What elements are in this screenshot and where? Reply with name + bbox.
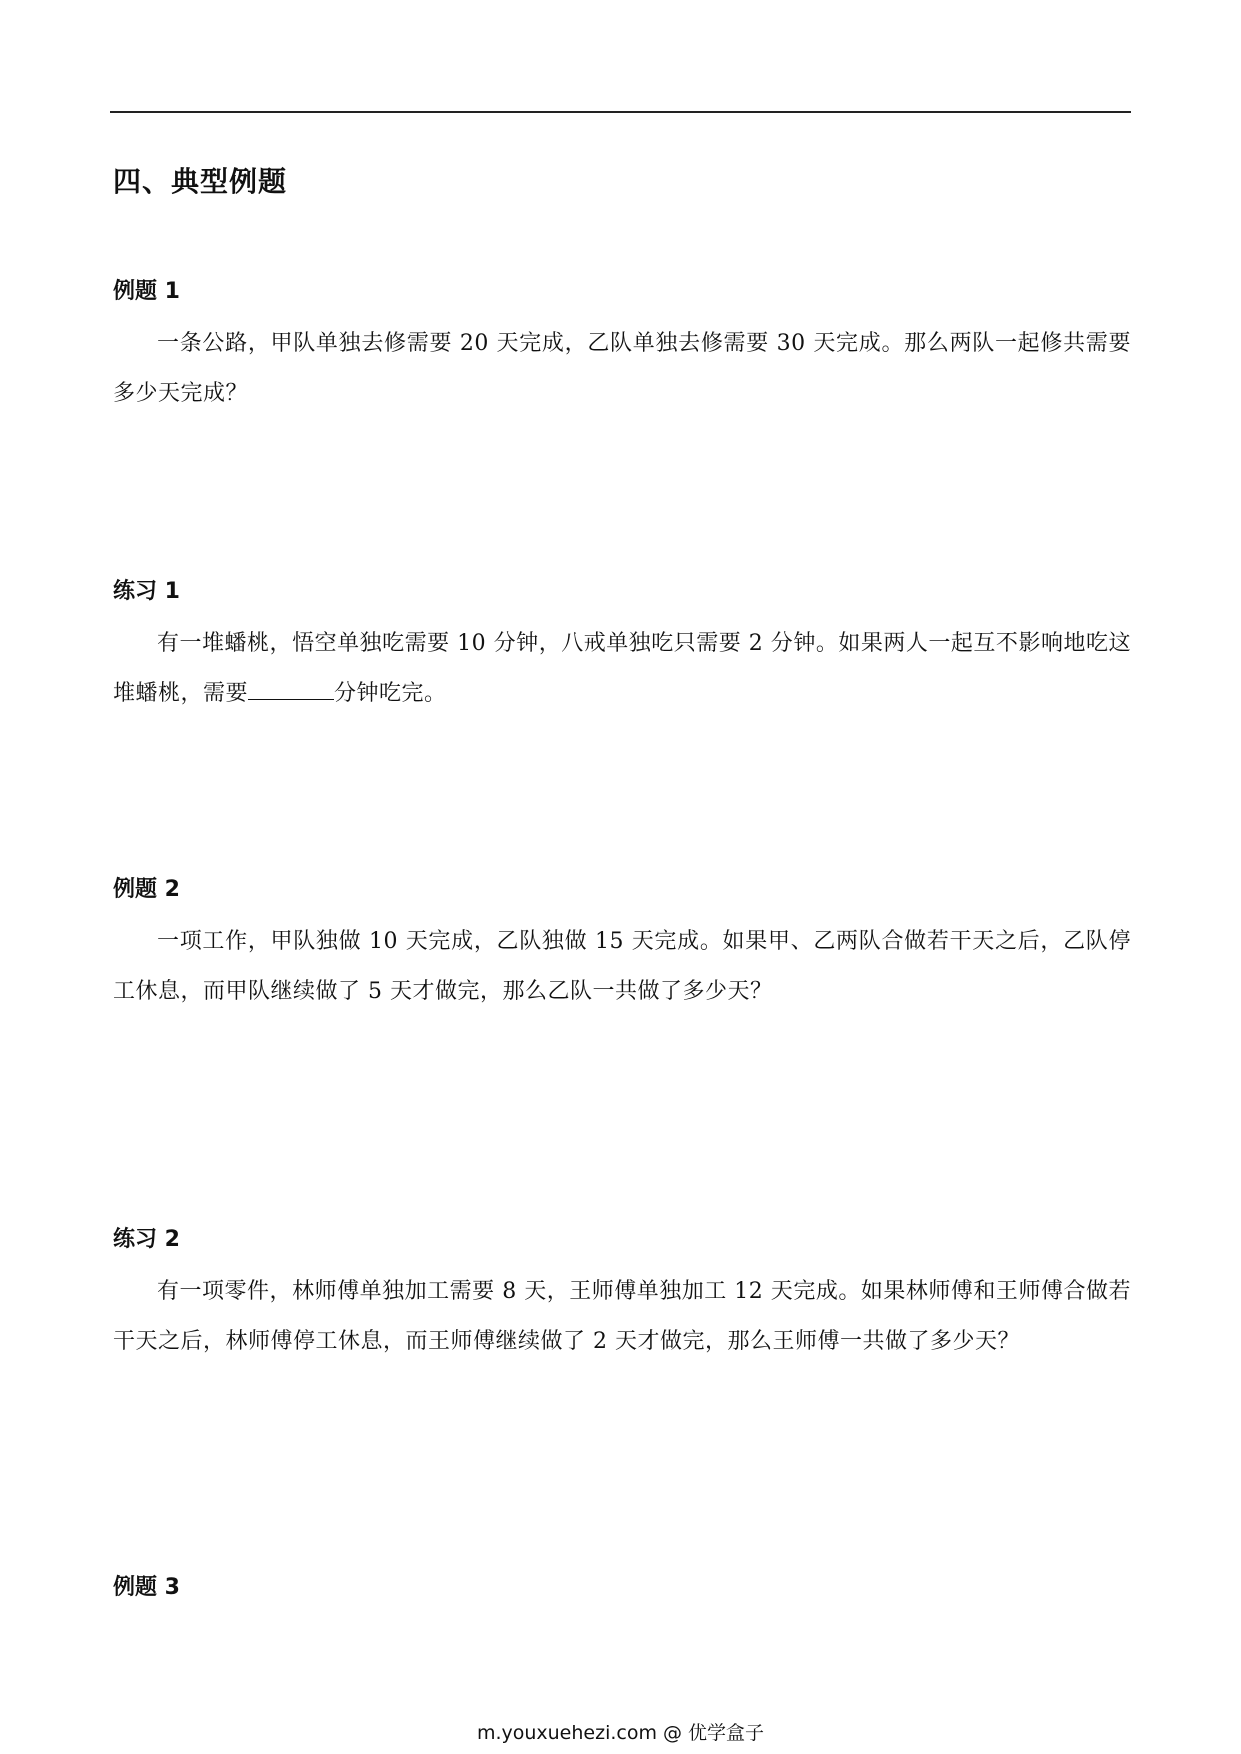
section-title: 四、典型例题 (113, 165, 288, 198)
practice-1 (113, 574, 1131, 719)
example-2-text: 一项工作，甲队独做 10 天完成，乙队独做 15 天完成。如果甲、乙两队合做若干天之后，乙队停工休息，而甲队继续做了 5 天才做完，那么乙队一共做了多少天？ (113, 929, 1131, 1004)
header-rule (110, 111, 1131, 113)
example-1-label: 例题 1 (113, 279, 180, 304)
practice-1-label: 练习 1 (113, 579, 180, 604)
practice-2-text: 有一项零件，林师傅单独加工需要 8 天，王师傅单独加工 12 天完成。如果林师傅和王师傅合做若干天之后，林师傅停工休息，而王师傅继续做了 2 天才做完，那么王师傅一共做了多少天？ (113, 1279, 1131, 1354)
example-1-text: 一条公路，甲队单独去修需要 20 天完成，乙队单独去修需要 30 天完成。那么两队一起修共需要多少天完成？ (113, 331, 1131, 406)
example-3-label: 例题 3 (113, 1575, 180, 1600)
answer-blank (248, 675, 334, 700)
practice-2-label: 练习 2 (113, 1227, 180, 1252)
example-2-label: 例题 2 (113, 877, 180, 902)
practice-2 (113, 1222, 1131, 1367)
practice-1-text-before: 有一堆蟠桃，悟空单独吃需要 10 分钟，八戒单独吃只需要 2 分钟。如果两人一起互不影响地吃这堆蟠桃，需要 (113, 631, 1131, 706)
example-1 (113, 274, 1131, 419)
example-3 (113, 1570, 1131, 1615)
footer-watermark: m.youxuehezi.com @ 优学盒子 (476, 1722, 765, 1744)
practice-1-text (113, 619, 1131, 719)
practice-1-text-after: 分钟吃完。 (334, 681, 447, 706)
example-2 (113, 872, 1131, 1017)
